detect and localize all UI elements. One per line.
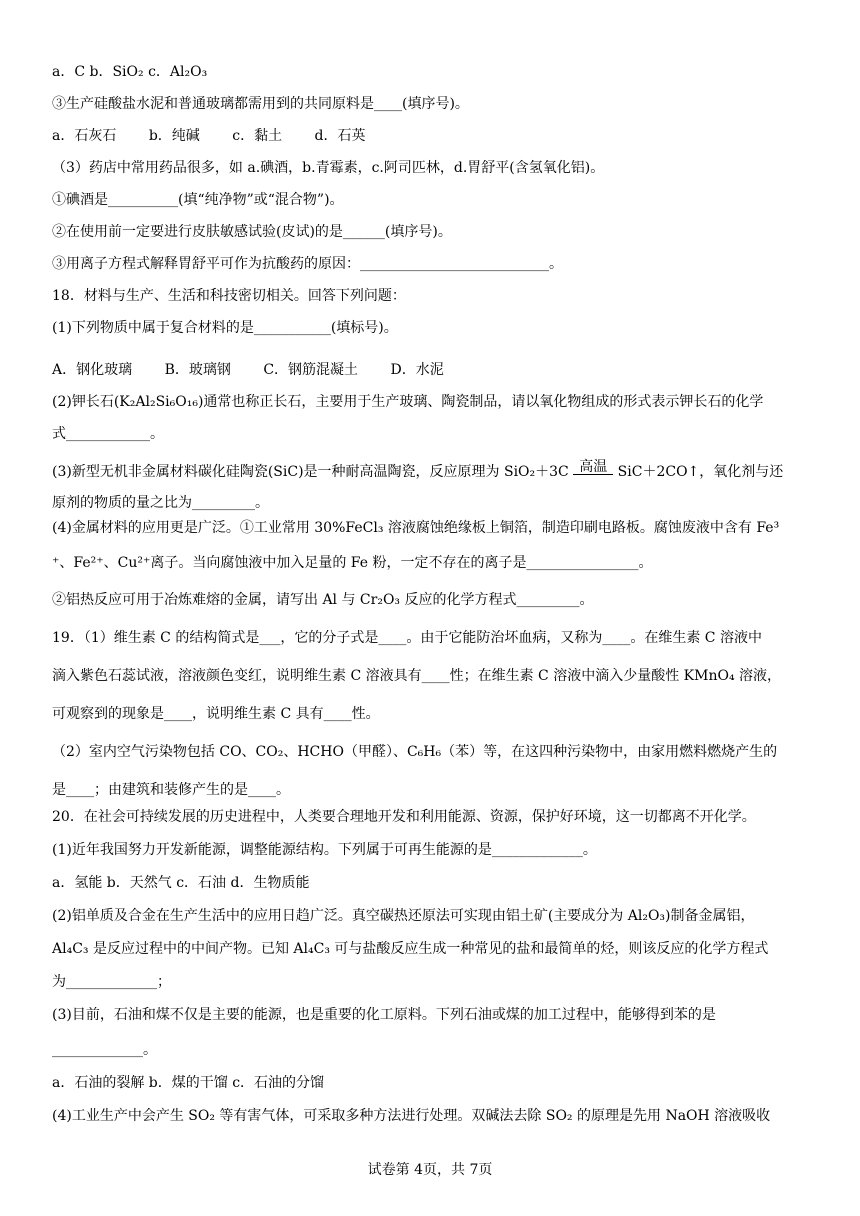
text-line: (3)目前，石油和煤不仅是主要的能源，也是重要的化工原料。下列石油或煤的加工过程中，能够得到苯的是 — [52, 1007, 716, 1023]
text-line: a．石油的裂解 b．煤的干馏 c．石油的分馏 — [52, 1075, 325, 1091]
text-line: 式____________。 — [52, 426, 164, 442]
option-q3-a: a．石灰石 — [52, 128, 117, 144]
text-line: （2）室内空气污染物包括 CO、CO₂、HCHO（甲醛）、C₆H₆（苯）等，在这四种污染物中，由家用燃料燃烧产生的 — [52, 744, 778, 760]
text-line: a．C b．SiO₂ c．Al₂O₃ — [52, 64, 208, 80]
text-line: 19．（1）维生素 C 的结构简式是___，它的分子式是____。由于它能防治坏血病，又称为____。在维生素 C 溶液中 — [52, 630, 762, 646]
option-q18-c: C．钢筋混凝土 — [263, 362, 359, 378]
text-line: (1)近年我国努力开发新能源，调整能源结构。下列属于可再生能源的是_____________。 — [52, 842, 597, 858]
option-q18-d: D．水泥 — [390, 362, 444, 378]
text-line: （3）药店中常用药品很多，如 a.碘酒，b.青霉素，c.阿司匹林，d.胃舒平(含氢氧化铝)。 — [52, 160, 605, 176]
text-line: _____________。 — [52, 1042, 157, 1058]
text-line: (4)金属材料的应用更是广泛。①工业常用 30%FeCl₃ 溶液腐蚀绝缘板上铜箔，制造印刷电路板。腐蚀废液中含有 Fe³ — [52, 520, 780, 536]
option-q3-c: c．黏土 — [232, 128, 283, 144]
text-line: a．氢能 b．天然气 c．石油 d．生物质能 — [52, 875, 310, 891]
text-line: ③生产硅酸盐水泥和普通玻璃都需用到的共同原料是____(填序号)。 — [52, 96, 469, 112]
text-line: ②铝热反应可用于冶炼难熔的金属，请写出 Al 与 Cr₂O₃ 反应的化学方程式_________。 — [52, 592, 594, 608]
reaction-condition-label: 高温 — [579, 459, 608, 475]
text-line: (2)钾长石(K₂Al₂Si₆O₁₆)通常也称正长石，主要用于生产玻璃、陶瓷制品，请以氧化物组成的形式表示钾长石的化学 — [52, 394, 764, 410]
text-line: ③用离子方程式解释胃舒平可作为抗酸药的原因：___________________________。 — [52, 256, 563, 272]
text-line: ⁺、Fe²⁺、Cu²⁺离子。当向腐蚀液中加入足量的 Fe 粉，一定不存在的离子是________________。 — [52, 555, 653, 571]
reaction-line — [52, 459, 820, 482]
option-q3-b: b．纯碱 — [148, 128, 200, 144]
text-line: (2)铝单质及合金在生产生活中的应用日趋广泛。真空碳热还原法可实现由铝土矿(主要成分为 Al₂O₃)制备金属铝， — [52, 908, 755, 924]
options-q18 — [52, 360, 820, 380]
options-q3 — [52, 126, 820, 146]
page-footer: 试卷第 4页，共 7页 — [367, 1162, 493, 1178]
text-line: 是____；由建筑和装修产生的是____。 — [52, 782, 290, 798]
text-line: 20．在社会可持续发展的历史进程中，人类要合理地开发和利用能源、资源，保护好环境，这一切都离不开化学。 — [52, 809, 756, 825]
text-line: ①碘酒是__________(填“纯净物”或“混合物”)。 — [52, 192, 344, 208]
reaction-text-after: SiC＋2CO↑，氧化剂与还 — [617, 464, 784, 480]
text-line: 滴入紫色石蕊试液，溶液颜色变红，说明维生素 C 溶液具有____性；在维生素 C 溶液中滴入少量酸性 KMnO₄ 溶液， — [52, 668, 782, 684]
reaction-condition — [573, 459, 613, 479]
text-line: ②在使用前一定要进行皮肤敏感试验(皮试)的是______(填序号)。 — [52, 224, 452, 240]
text-line: 可观察到的现象是____，说明维生素 C 具有____性。 — [52, 706, 380, 722]
text-line: Al₄C₃ 是反应过程中的中间产物。已知 Al₄C₃ 可与盐酸反应生成一种常见的盐和最简单的烃，则该反应的化学方程式 — [52, 941, 769, 957]
text-line: 原剂的物质的量之比为_________。 — [52, 495, 269, 511]
reaction-condition-line — [573, 474, 613, 475]
text-line: (1)下列物质中属于复合材料的是___________(填标号)。 — [52, 320, 398, 336]
option-q18-b: B．玻璃钢 — [164, 362, 231, 378]
reaction-text-before: (3)新型无机非金属材料碳化硅陶瓷(SiC)是一种耐高温陶瓷，反应原理为 SiO₂＋3C — [52, 464, 569, 480]
option-q3-d: d．石英 — [314, 128, 366, 144]
text-line: (4)工业生产中会产生 SO₂ 等有害气体，可采取多种方法进行处理。双碱法去除 SO₂ 的原理是先用 NaOH 溶液吸收 — [52, 1108, 771, 1124]
text-line: 18．材料与生产、生活和科技密切相关。回答下列问题： — [52, 288, 406, 304]
option-q18-a: A．钢化玻璃 — [52, 362, 133, 378]
text-line: 为_____________； — [52, 974, 171, 990]
